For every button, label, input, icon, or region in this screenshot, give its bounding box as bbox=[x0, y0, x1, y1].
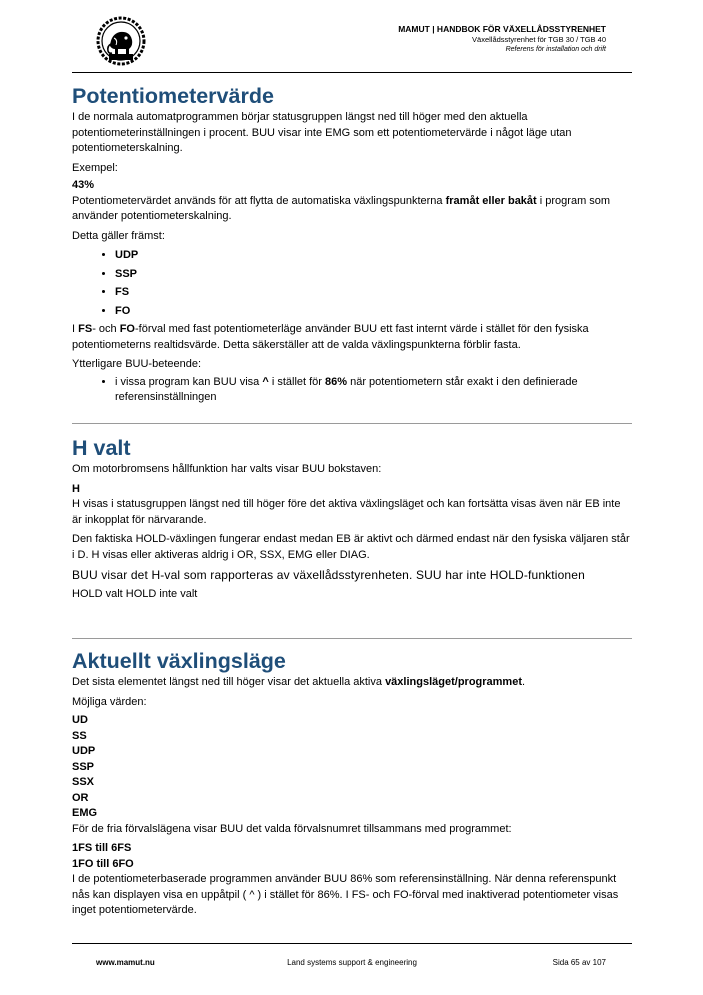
h-valt-states: HOLD valt HOLD inte valt bbox=[72, 588, 198, 600]
gear-value: SSX bbox=[72, 776, 95, 788]
potentiometer-usage: Potentiometervärdet används för att flytta de automatiska växlingspunkterna framåt eller bakåt i program som använder potentiometerskalning. bbox=[72, 194, 611, 222]
document-subtitle: Växellådsstyrenhet för TGB 30 / TGB 40 bbox=[472, 35, 606, 44]
preset-intro: För de fria förvalslägena visar BUU det valda förvalsnumret tillsammans med programmet: bbox=[72, 822, 512, 835]
page-header bbox=[72, 14, 632, 72]
section-gear bbox=[72, 647, 632, 923]
mamut-logo bbox=[96, 16, 146, 66]
section-divider bbox=[72, 423, 632, 424]
footer-tagline: Land systems support & engineering bbox=[287, 958, 417, 967]
example-value: 43% bbox=[72, 179, 95, 191]
h-valt-report: BUU visar det H-val som rapporteras av växellådsstyrenheten. SUU har inte HOLD-funktionen bbox=[72, 568, 585, 582]
h-valt-intro: Om motorbromsens hållfunktion har valts visar BUU bokstaven: bbox=[72, 463, 382, 475]
list-item: • FS bbox=[115, 283, 632, 302]
gear-value: SS bbox=[72, 729, 87, 742]
example-label: Exempel: bbox=[72, 161, 118, 174]
gear-value: OR bbox=[72, 791, 89, 804]
potentiometer-intro: I de normala automatprogrammen börjar statusgruppen längst ned till höger med den aktuella potentiometerinställningen i procent. BUU visar inte EMG som ett potentiometervärde i något läge utan potentiometerskalning. bbox=[72, 111, 572, 154]
program-list bbox=[72, 246, 632, 320]
preset-range-fo: 1FO till 6FO bbox=[72, 857, 134, 870]
possible-values-label: Möjliga värden: bbox=[72, 695, 147, 708]
preset-range-fs: 1FS till 6FS bbox=[72, 842, 132, 854]
gear-value: UD bbox=[72, 714, 88, 726]
footer-rule bbox=[72, 943, 632, 944]
behaviour-list bbox=[72, 375, 632, 406]
list-item: • FO bbox=[115, 302, 632, 321]
footer-website: www.mamut.nu bbox=[96, 958, 155, 967]
gear-value: SSP bbox=[72, 760, 95, 773]
document-title: MAMUT | HANDBOK FÖR VÄXELLÅDSSTYRENHET bbox=[398, 24, 606, 34]
reference-note: I de potentiometerbaserade programmen använder BUU 86% som referensinställning. När denna referenspunkt nås kan displayen visa en uppåtpil ( ^ ) i stället för 86%. I FS- och FO-förval med inaktiverad potentiometer visas inget potentiometervärde. bbox=[72, 873, 619, 916]
section-h-valt bbox=[72, 434, 632, 607]
applies-label: Detta gäller främst: bbox=[72, 229, 165, 242]
section-heading-potentiometer: Potentiometervärde bbox=[72, 84, 274, 108]
fixed-pot-note: I FS- och FO-förval med fast potentiometerläge använder BUU ett fast internt värde i stället för den fysiska potentiometerns realtidsvärde. Detta säkerställer att de valda växlingspunkterna förblir fasta. bbox=[72, 323, 589, 351]
page-content bbox=[72, 82, 632, 408]
list-item: • UDP bbox=[115, 246, 632, 265]
h-valt-status: H visas i statusgruppen längst ned till höger före det aktiva växlingsläget och kan fortsätta visas även när EB inte är inkopplat för närvarande. bbox=[72, 498, 621, 526]
gear-value: EMG bbox=[72, 807, 98, 819]
gear-value: UDP bbox=[72, 745, 96, 757]
section-heading-gear: Aktuellt växlingsläge bbox=[72, 649, 286, 673]
further-behaviour-label: Ytterligare BUU-beteende: bbox=[72, 358, 202, 370]
h-valt-hold: Den faktiska HOLD-växlingen fungerar endast medan EB är aktivt och därmed endast när den fysiska väljaren står i D. H visas eller aktiveras aldrig i OR, SSX, EMG eller DIAG. bbox=[72, 533, 630, 561]
header-rule bbox=[72, 72, 632, 73]
page-number: Sida 65 av 107 bbox=[552, 958, 606, 967]
h-letter: H bbox=[72, 482, 80, 495]
section-heading-h-valt: H valt bbox=[72, 436, 131, 460]
list-item: • i vissa program kan BUU visa ^ i stället för 86% när potentiometern står exakt i den definierade referensinställningen bbox=[115, 375, 632, 406]
gear-intro: Det sista elementet längst ned till höger visar det aktuella aktiva växlingsläget/programmet. bbox=[72, 676, 526, 688]
header-text bbox=[398, 24, 606, 55]
gear-value-list bbox=[72, 713, 632, 822]
section-divider bbox=[72, 638, 632, 639]
list-item: • SSP bbox=[115, 265, 632, 284]
document-subtitle-2: Referens för installation och drift bbox=[505, 46, 606, 53]
